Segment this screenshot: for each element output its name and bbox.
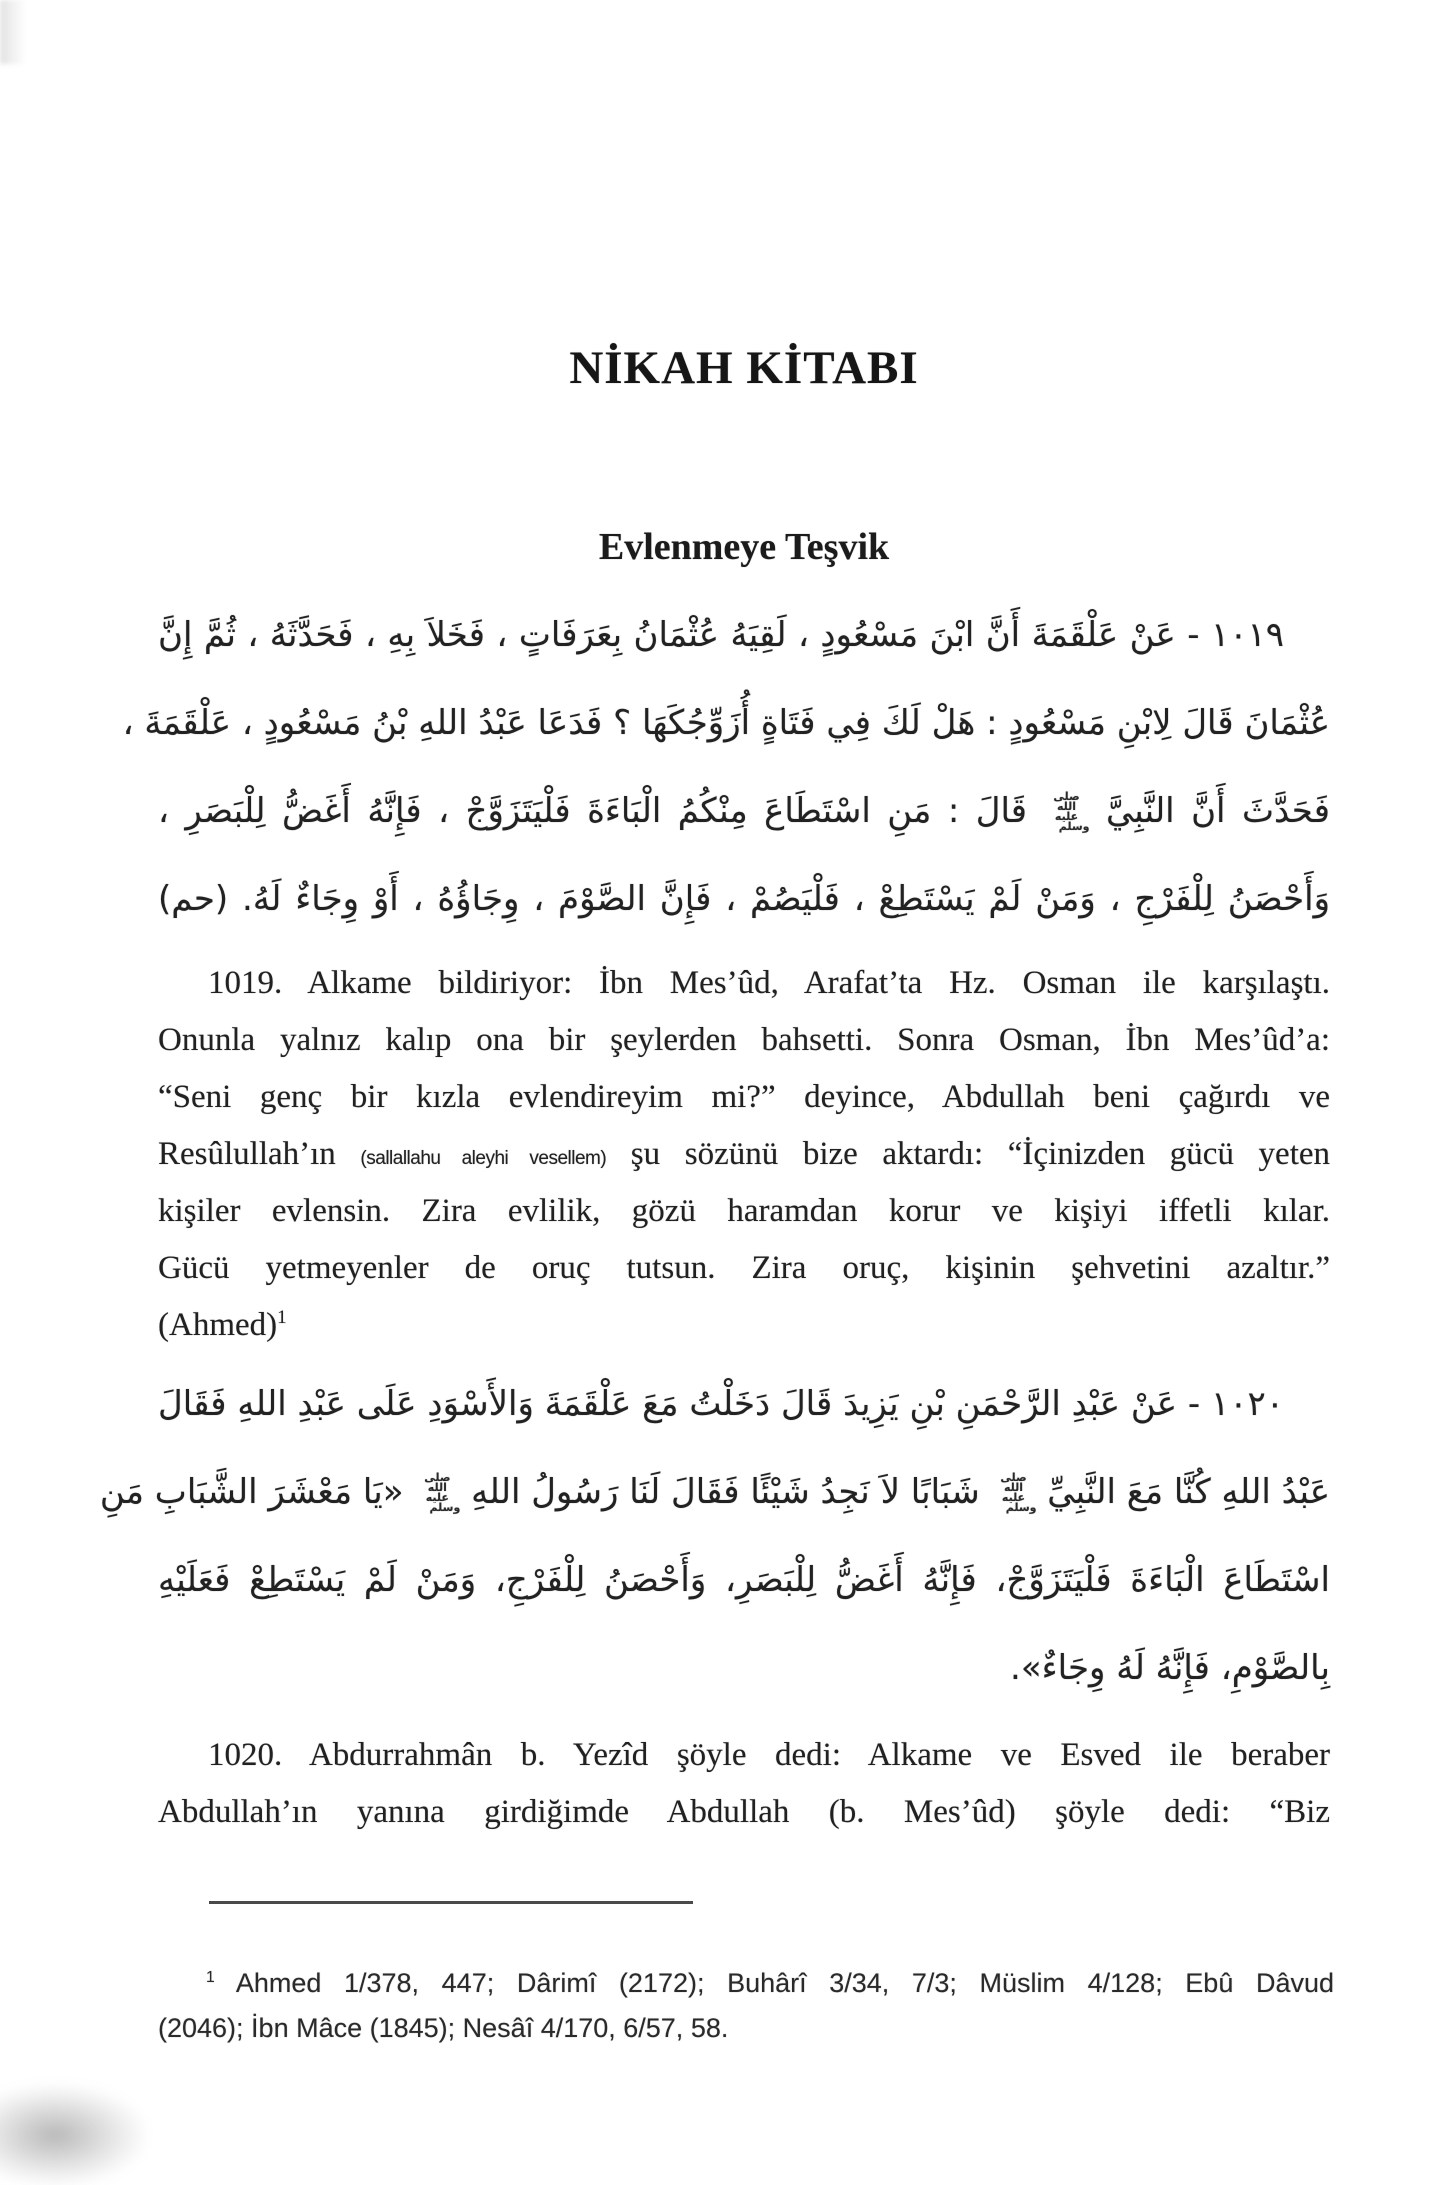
turkish-line	[158, 1126, 1330, 1183]
arabic-line: ١٠١٩ - عَنْ عَلْقَمَةَ أَنَّ ابْنَ مَسْعُودٍ ، لَقِيَهُ عُثْمَانُ بِعَرَفَاتٍ ، فَخَلاَ بِهِ ، فَحَدَّثَهُ ، ثُمَّ إِنَّ	[158, 615, 1284, 655]
hadith-1019-translation	[158, 955, 1330, 1354]
footnote	[158, 1961, 1334, 2051]
footnote-line: (2046); İbn Mâce (1845); Nesâî 4/170, 6/57, 58.	[158, 2013, 729, 2043]
hadith-1020-translation	[158, 1727, 1330, 1841]
footnote-separator	[209, 1901, 693, 1904]
arabic-line: ١٠٢٠ - عَنْ عَبْدِ الرَّحْمَنِ بْنِ يَزِيدَ قَالَ دَخَلْتُ مَعَ عَلْقَمَةَ وَالأَسْوَدِ عَلَى عَبْدِ اللهِ فَقَالَ	[158, 1384, 1284, 1424]
sallallahu-alayhi-wasallam-ligature: صلى الله عليه وسلم	[1053, 790, 1090, 833]
sallallahu-alayhi-wasallam-ligature: صلى الله عليه وسلم	[1000, 1471, 1037, 1514]
hadith-source-line	[158, 1297, 1330, 1354]
section-heading: Evlenmeye Teşvik	[598, 526, 890, 568]
turkish-line: Onunla yalnız kalıp ona bir şeylerden bahsetti. Sonra Osman, İbn Mes’ûd’a:	[158, 1022, 1330, 1058]
arabic-line: وَأَحْصَنُ لِلْفَرْجِ ، وَمَنْ لَمْ يَسْتَطِعْ ، فَلْيَصُمْ ، فَإِنَّ الصَّوْمَ ، وِجَاؤُهُ ، أَوْ وِجَاءٌ لَهُ. (حم)	[158, 879, 1330, 919]
arabic-line: فَحَدَّثَ أَنَّ النَّبِيَّ صلى الله عليه وسلم قَالَ : مَنِ اسْتَطَاعَ مِنْكُمُ الْبَاءَةَ فَلْيَتَزَوَّجْ ، فَإِنَّهُ أَغَضُّ لِلْبَصَرِ ،	[158, 790, 1331, 833]
turkish-line: Gücü yetmeyenler de oruç tutsun. Zira oruç, kişinin şehvetini azaltır.”	[158, 1250, 1330, 1286]
turkish-line: 1020. Abdurrahmân b. Yezîd şöyle dedi: Alkame ve Esved ile beraber	[208, 1737, 1330, 1773]
scan-edge-artifact	[0, 0, 26, 64]
footnote-marker: 1	[206, 1969, 215, 1986]
page-title: NİKAH KİTABI	[569, 342, 919, 394]
arabic-line: عَبْدُ اللهِ كُنَّا مَعَ النَّبِيِّ صلى الله عليه وسلم شَبَابًا لاَ نَجِدُ شَيْئًا فَقَالَ لَنَا رَسُولُ اللهِ صلى الله عليه وسلم «يَا مَعْشَرَ الشَّبَابِ مَنِ	[99, 1471, 1330, 1514]
hadith-1019-arabic	[122, 591, 1331, 943]
arabic-line: اسْتَطَاعَ الْبَاءَةَ فَلْيَتَزَوَّجْ، فَإِنَّهُ أَغَضُّ لِلْبَصَرِ، وَأَحْصَنُ لِلْفَرْجِ، وَمَنْ لَمْ يَسْتَطِعْ فَعَلَيْهِ	[158, 1560, 1330, 1600]
footnote-reference-marker: 1	[277, 1307, 287, 1328]
turkish-text: şu sözünü bize aktardı: “İçinizden gücü yeten	[606, 1136, 1331, 1172]
turkish-line: 1019. Alkame bildiriyor: İbn Mes’ûd, Arafat’ta Hz. Osman ile karşılaştı.	[208, 965, 1330, 1001]
source-label: (Ahmed)	[158, 1307, 278, 1343]
scan-smudge-artifact	[0, 2085, 145, 2185]
arabic-line: عُثْمَانَ قَالَ لِابْنِ مَسْعُودٍ : هَلْ لَكَ فِي فَتَاةٍ أُزَوِّجُكَهَا ؟ فَدَعَا عَبْدُ اللهِ بْنُ مَسْعُودٍ ، عَلْقَمَةَ ،	[122, 703, 1330, 743]
arabic-line: بِالصَّوْمِ، فَإِنَّهُ لَهُ وِجَاءٌ».	[1010, 1648, 1330, 1688]
sallallahu-alayhi-wasallam-ligature: صلى الله عليه وسلم	[424, 1471, 461, 1514]
footnote-text: Ahmed 1/378, 447; Dârimî (2172); Buhârî 3/34, 7/3; Müslim 4/128; Ebû Dâvud	[214, 1968, 1334, 1998]
turkish-text: Resûlullah’ın	[158, 1136, 361, 1172]
hadith-1020-arabic	[99, 1360, 1330, 1712]
turkish-line: “Seni genç bir kızla evlendireyim mi?” deyince, Abdullah beni çağırdı ve	[158, 1079, 1330, 1115]
turkish-line: Abdullah’ın yanına girdiğimde Abdullah (b. Mes’ûd) şöyle dedi: “Biz	[158, 1794, 1330, 1830]
turkish-line: kişiler evlensin. Zira evlilik, gözü haramdan korur ve kişiyi iffetli kılar.	[158, 1193, 1330, 1229]
salawat-parenthetical: (sallallahu aleyhi vesellem)	[360, 1148, 607, 1169]
footnote-line	[158, 1961, 1334, 2006]
